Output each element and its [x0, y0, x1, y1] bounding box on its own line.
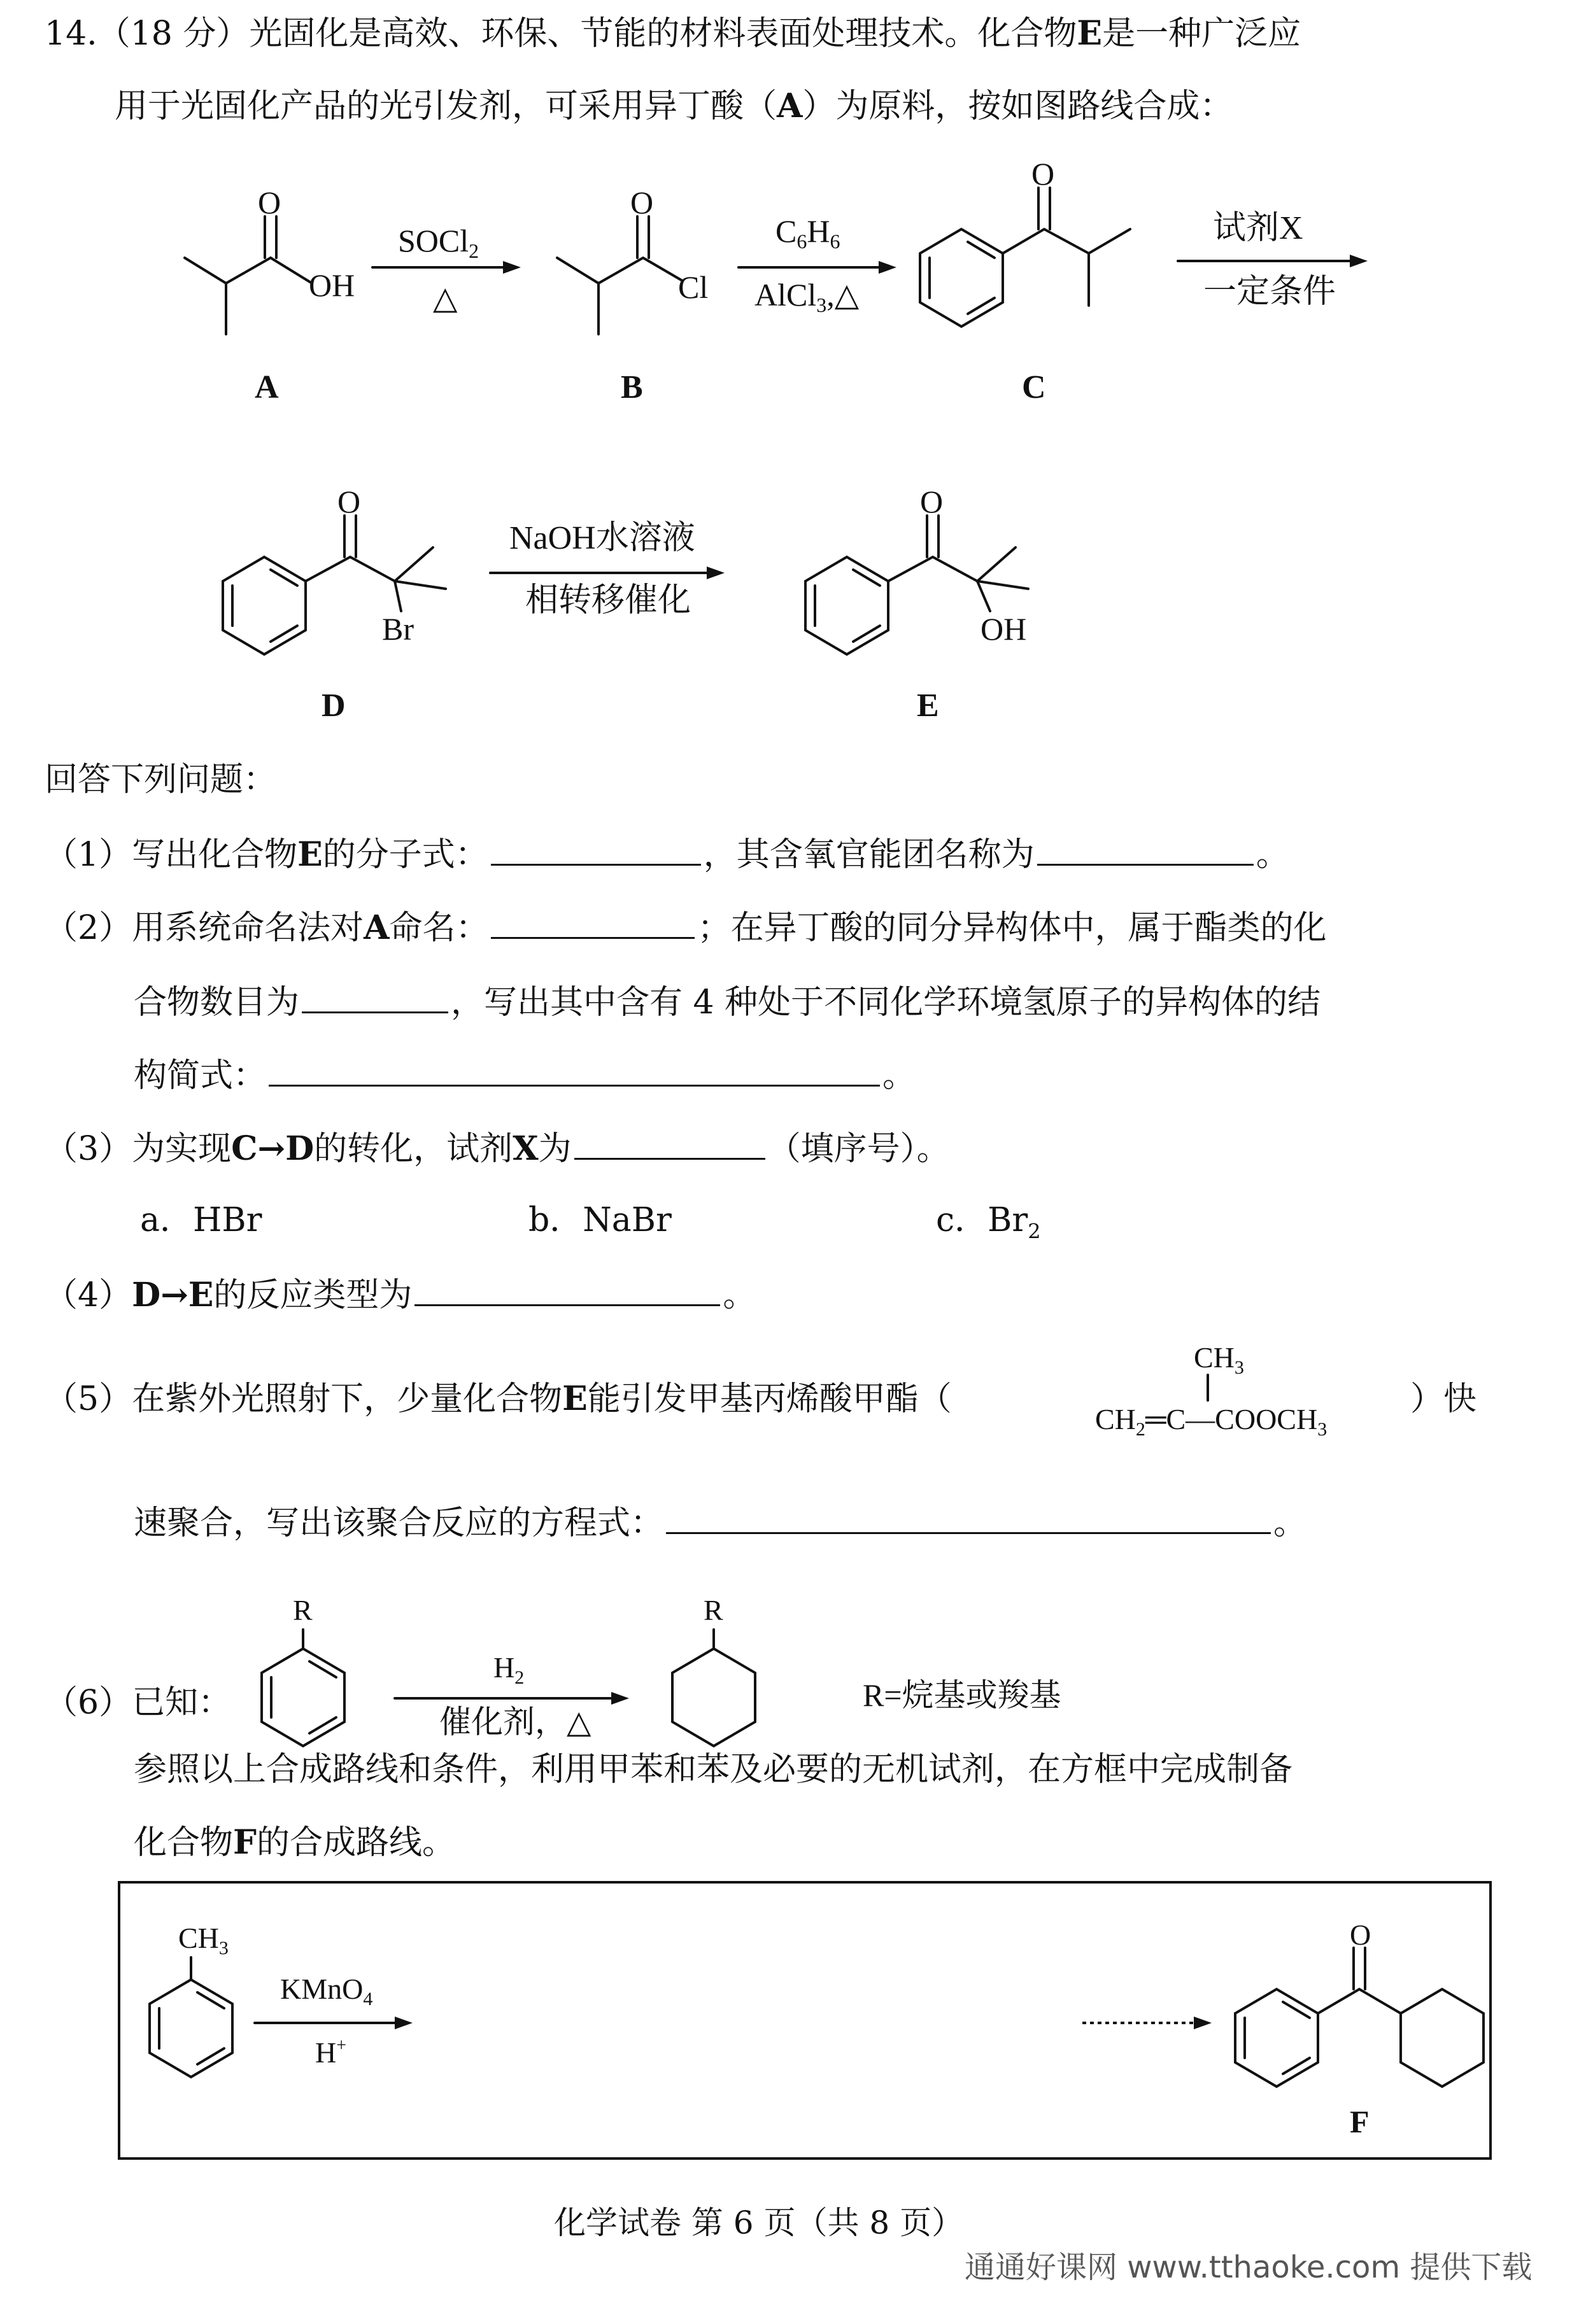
arrow-hydrolysis — [490, 520, 725, 619]
subscript: 3 — [1234, 1357, 1244, 1378]
compound-A-ref: A — [777, 87, 803, 125]
oxygen-label: O — [258, 185, 281, 220]
conversion-ref: C→D — [231, 1129, 315, 1168]
chlorine-label: Cl — [678, 269, 709, 305]
q6 — [45, 1680, 231, 1725]
q1-group-blank[interactable] — [1037, 831, 1254, 866]
arrow-socl2 — [372, 223, 521, 316]
q4 — [45, 1271, 756, 1318]
socl2-label: SOCl — [398, 223, 469, 258]
superscript: + — [336, 2036, 347, 2055]
q2-text: ；在异丁酸的同分异构体中，属于酯类的化 — [697, 909, 1327, 947]
subscript: 2 — [469, 239, 479, 262]
c6h6-label: C — [775, 213, 797, 249]
option-a: a．HBr — [140, 1201, 262, 1239]
subscript: 4 — [363, 1989, 373, 2010]
formula-part: CH — [1194, 1341, 1235, 1374]
q4-end: 。 — [723, 1276, 756, 1314]
q3-text: 为 — [538, 1130, 572, 1168]
intro-text: 用于光固化产品的光引发剂，可采用异丁酸（ — [115, 87, 777, 125]
subscript: 2 — [1135, 1419, 1145, 1440]
option-c-text: c．Br — [936, 1201, 1028, 1239]
oxygen-label: O — [920, 484, 944, 519]
r-definition: R=烷基或羧基 — [863, 1677, 1061, 1713]
q5 — [45, 1377, 952, 1421]
question-score: （18 分） — [97, 15, 250, 53]
structure-E — [805, 484, 1028, 724]
q3-text: 为实现 — [132, 1130, 232, 1168]
hydroxyl-label: OH — [981, 611, 1027, 647]
q6-text: 的合成路线。 — [256, 1824, 455, 1862]
watermark: 通通好课网 www.tthaoke.com 提供下载 — [965, 2250, 1533, 2285]
compound-ref: A — [364, 908, 390, 947]
q1-formula-blank[interactable] — [491, 831, 701, 866]
q5-text-tail: ）快 — [1410, 1380, 1477, 1418]
structure-B — [557, 185, 708, 405]
q5-text: 速聚合，写出该聚合反应的方程式： — [134, 1504, 664, 1542]
q2-text: 构简式： — [134, 1057, 267, 1095]
oxygen-label: O — [630, 185, 654, 220]
condition-label: 一定条件 — [1203, 274, 1336, 310]
q2-text: 合物数目为 — [134, 983, 300, 1022]
q1-number: （1） — [45, 836, 132, 874]
q3-text: （填序号）。 — [767, 1130, 950, 1168]
oxygen-label: O — [1031, 156, 1055, 192]
heat-symbol: △ — [433, 280, 458, 316]
q1-end: 。 — [1256, 836, 1289, 874]
intro-text: 光固化是高效、环保、节能的材料表面处理技术。化合物 — [249, 15, 1077, 53]
q4-number: （4） — [45, 1276, 132, 1314]
q2-line2 — [134, 978, 1321, 1025]
structure-D — [223, 484, 446, 724]
q3-answer-blank[interactable] — [574, 1125, 765, 1160]
q2-text: 命名： — [389, 909, 489, 947]
conversion-ref: D→E — [132, 1276, 214, 1314]
label-A: A — [255, 369, 279, 405]
h2-label: H — [493, 1651, 515, 1684]
q2-count-blank[interactable] — [302, 978, 448, 1013]
reagent-x-label: 试剂X — [1213, 210, 1303, 246]
q1-text: 的分子式： — [322, 836, 488, 874]
naoh-label: NaOH水溶液 — [509, 520, 695, 556]
q3 — [45, 1125, 950, 1171]
q6-line2: 参照以上合成路线和条件，利用甲苯和苯及必要的无机试剂，在方框中完成制备 — [134, 1750, 1293, 1789]
q1-text: ，其含氧官能团名称为 — [703, 836, 1035, 874]
svg-text:CH2═C—COOCH3 — [1095, 1403, 1327, 1440]
q6-text: 已知： — [132, 1684, 232, 1722]
q3-text: 的转化，试剂 — [314, 1130, 513, 1168]
intro-text: 是一种广泛应 — [1102, 15, 1301, 53]
svg-text:H2 — [493, 1651, 524, 1688]
hydroxyl-label: OH — [309, 267, 355, 303]
r-label: R — [293, 1594, 313, 1626]
structure-C — [920, 156, 1130, 405]
q4-text: 的反应类型为 — [213, 1276, 413, 1314]
q2-name-blank[interactable] — [491, 904, 695, 939]
subscript: 2 — [514, 1667, 525, 1688]
subscript: 6 — [797, 230, 807, 253]
arrow-reagent-x — [1178, 210, 1368, 310]
alcl3-label: AlCl — [754, 277, 817, 313]
option-b: b．NaBr — [528, 1201, 672, 1239]
q1 — [45, 831, 1289, 877]
page-footer: 化学试卷 第 6 页（共 8 页） — [554, 2204, 964, 2241]
synthesis-answer-box[interactable] — [118, 1881, 1492, 2160]
compound-ref: E — [297, 835, 323, 874]
hplus-label: H — [315, 2036, 337, 2069]
q5-end: 。 — [1273, 1504, 1307, 1542]
subscript: 3 — [1317, 1419, 1328, 1440]
q2-structure-blank[interactable] — [269, 1052, 880, 1087]
subscript: 3 — [816, 293, 827, 316]
subscript: 6 — [830, 230, 840, 253]
arrow-friedel-crafts — [739, 213, 896, 316]
known-hydrogenation — [262, 1594, 1061, 1746]
q3-number: （3） — [45, 1130, 132, 1168]
label-C: C — [1022, 369, 1046, 405]
question-number: 14. — [45, 15, 97, 53]
alcl3-label: ,△ — [826, 277, 860, 313]
compound-ref: E — [562, 1379, 588, 1418]
q2-end: 。 — [882, 1057, 916, 1095]
q5-number: （5） — [45, 1380, 132, 1418]
q5-equation-blank[interactable] — [666, 1499, 1271, 1534]
bromine-label: Br — [382, 611, 414, 647]
compound-E-ref: E — [1077, 14, 1103, 53]
svg-text:C6H6 — [775, 213, 840, 253]
svg-text:AlCl3,△ — [754, 277, 860, 316]
formula-part: CH — [1095, 1403, 1136, 1435]
q5-line2 — [134, 1499, 1306, 1546]
q6-line3 — [134, 1820, 455, 1865]
q1-text: 写出化合物 — [132, 836, 298, 874]
label-B: B — [621, 369, 643, 405]
answer-prompt: 回答下列问题： — [45, 761, 277, 799]
kmno4-label: KMnO — [280, 1973, 364, 2005]
r-label: R — [704, 1594, 723, 1626]
oxygen-label: O — [337, 484, 361, 519]
compound-ref: F — [233, 1823, 257, 1862]
svg-text:SOCl2 — [398, 223, 479, 262]
subscript: 2 — [1028, 1219, 1041, 1244]
q2-number: （2） — [45, 909, 132, 947]
q4-answer-blank[interactable] — [414, 1271, 720, 1306]
structure-A — [185, 185, 355, 405]
svg-text:CH3 — [1194, 1341, 1244, 1378]
oxygen-label: O — [1350, 1919, 1371, 1951]
q6-text: 化合物 — [134, 1824, 234, 1862]
label-E: E — [917, 687, 939, 724]
option-c — [936, 1198, 1041, 1253]
q5-text: 在紫外光照射下，少量化合物 — [132, 1380, 563, 1418]
reagent-ref: X — [513, 1129, 539, 1168]
label-F: F — [1350, 2104, 1370, 2139]
q2-line3 — [134, 1052, 916, 1098]
q2 — [45, 904, 1327, 950]
catalyst-label: 催化剂，△ — [439, 1704, 591, 1740]
ch3-label: CH — [178, 1922, 219, 1954]
c6h6-label: H — [807, 213, 830, 249]
subscript: 3 — [218, 1938, 229, 1959]
q5-text: 能引发甲基丙烯酸甲酯（ — [587, 1380, 952, 1418]
q2-text: 用系统命名法对 — [132, 909, 364, 947]
ptc-label: 相转移催化 — [525, 582, 691, 619]
q2-text: ，写出其中含有 4 种处于不同化学环境氢原子的异构体的结 — [451, 983, 1321, 1022]
label-D: D — [322, 687, 346, 724]
intro-text: ）为原料，按如图路线合成： — [802, 87, 1233, 125]
q6-number: （6） — [45, 1684, 132, 1722]
mma-formula — [1095, 1341, 1327, 1440]
formula-part: ═C—COOCH — [1145, 1403, 1318, 1435]
